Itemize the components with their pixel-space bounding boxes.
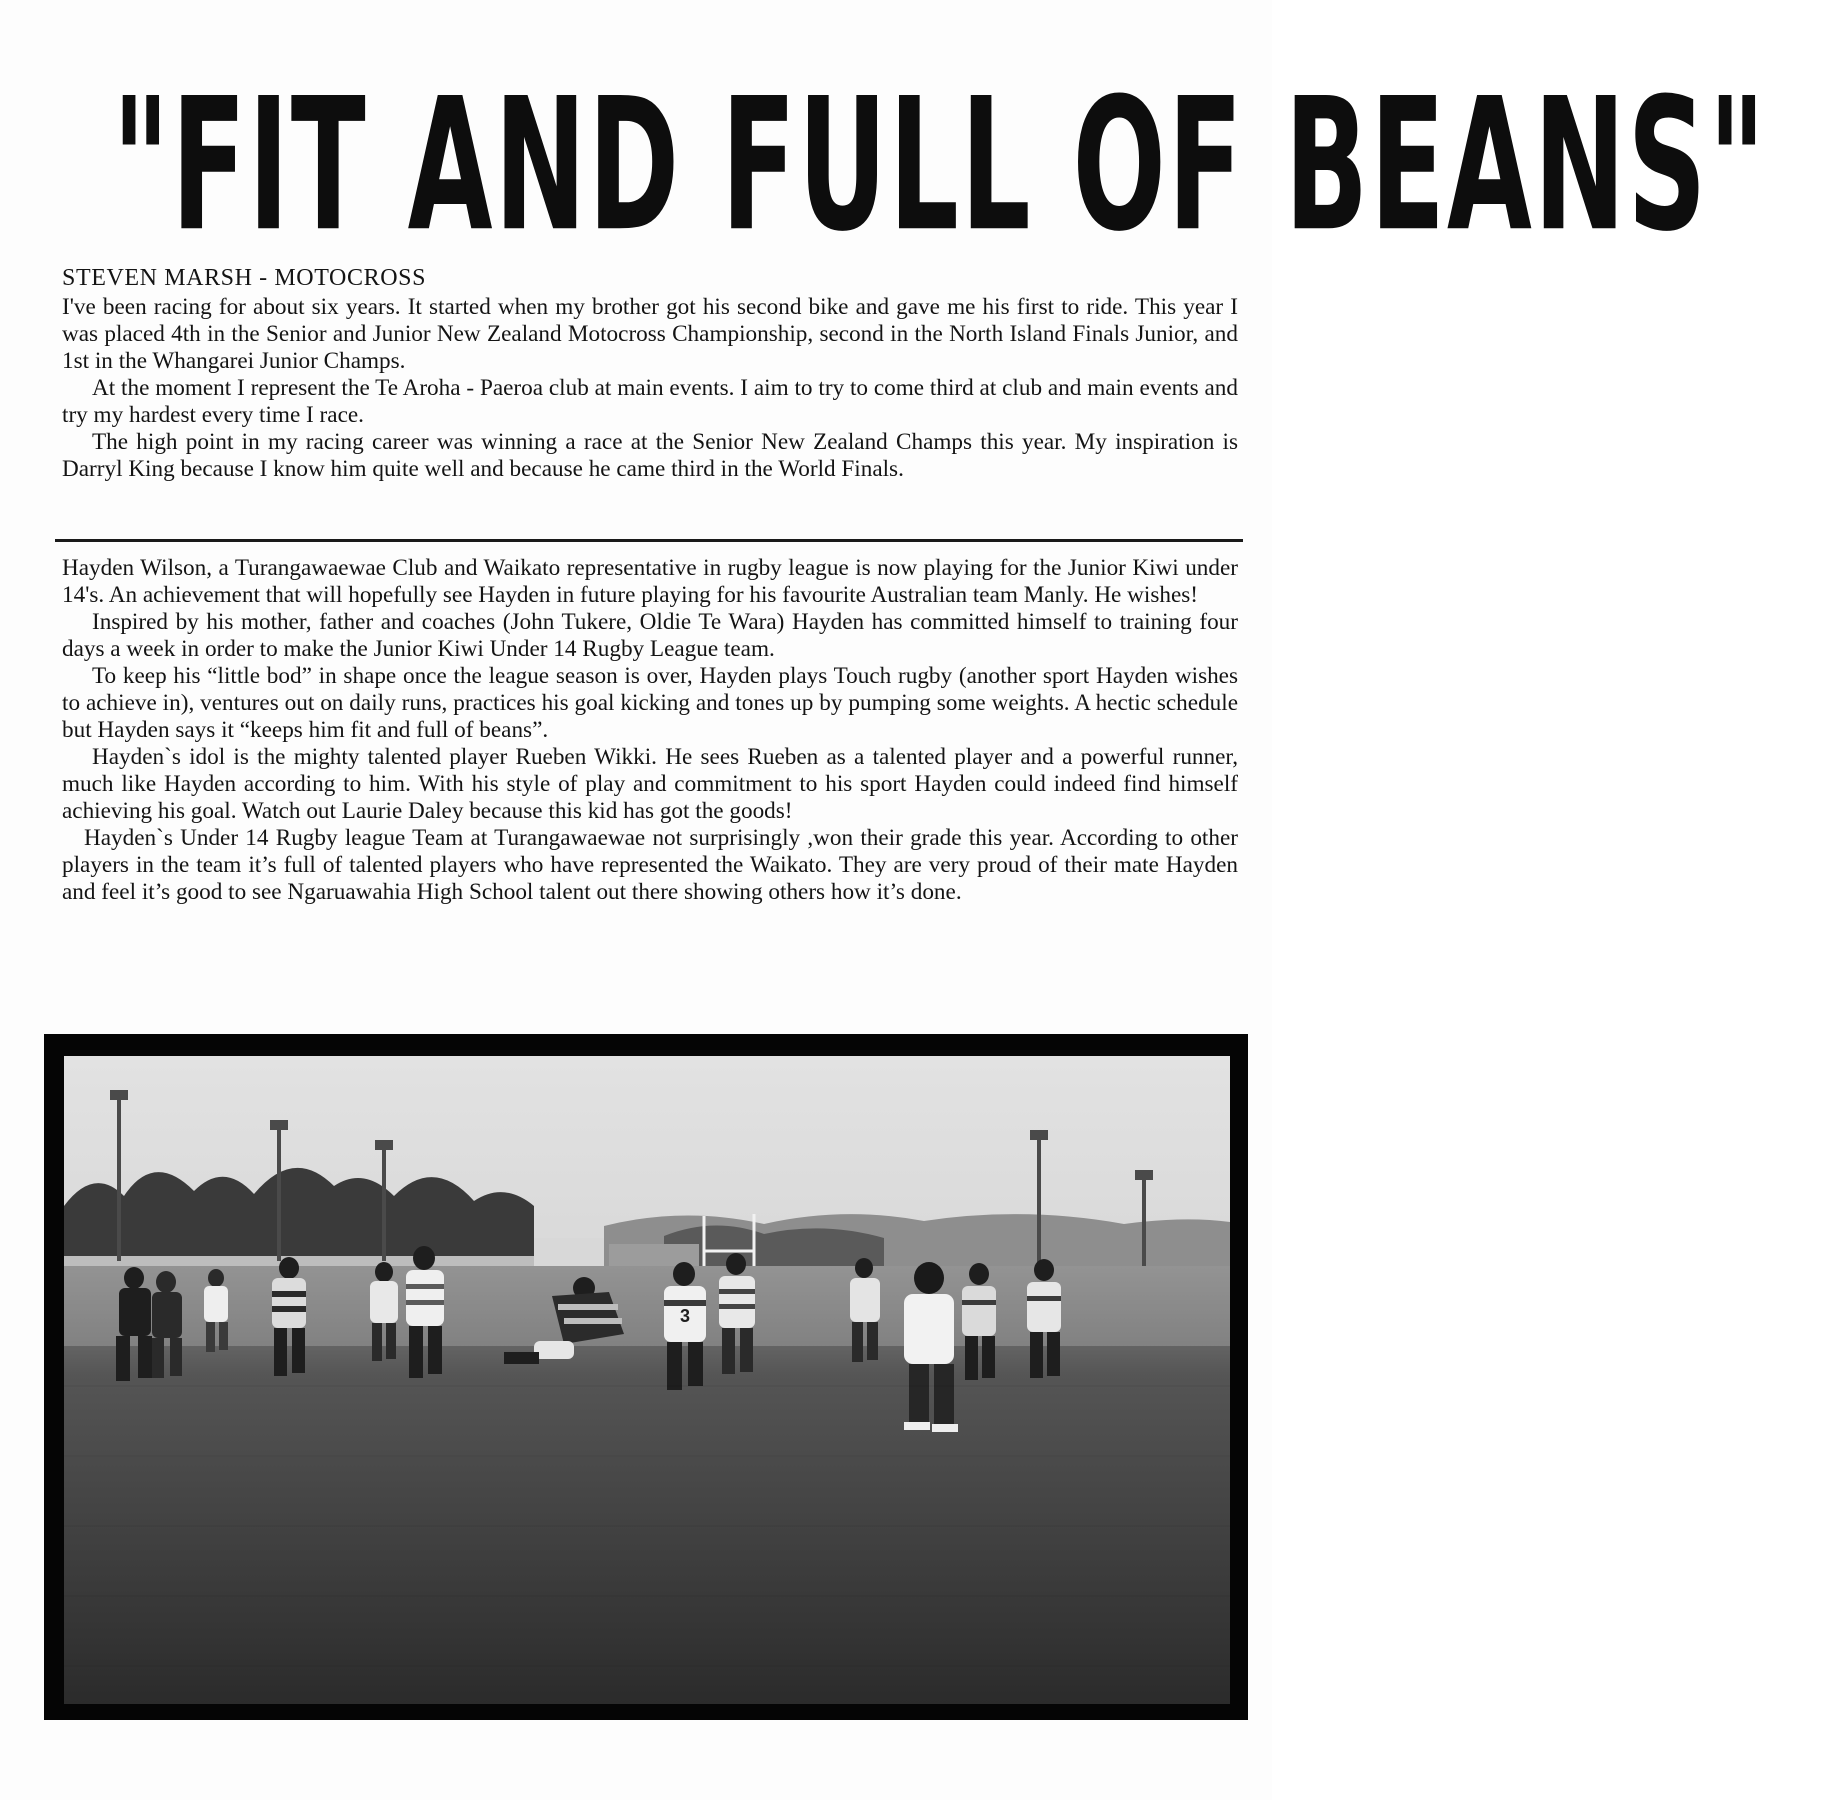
jersey-number: 3: [679, 1306, 691, 1326]
article-paragraph: I've been racing for about six years. It started when my brother got his second bike and gave me his first to ride. This year I was placed 4th in the Senior and Junior New Zealand Motocross Championship, second in the North Island Finals Junior, and 1st in the Whangarei Junior Champs.: [62, 294, 1238, 374]
article-byline: STEVEN MARSH - MOTOCROSS: [62, 265, 427, 291]
article-paragraph: At the moment I represent the Te Aroha - Paeroa club at main events. I aim to try to come third at club and main events and try my hardest every time I race.: [62, 375, 1238, 428]
section-divider: [55, 539, 1243, 542]
motocross-article: [62, 264, 1238, 483]
article-paragraph: Hayden`s Under 14 Rugby league Team at Turangawaewae not surprisingly ,won their grade this year. According to other players in the team it’s full of talented players who have represented the Waikato. They are very proud of their mate Hayden and feel it’s good to see Ngaruawahia High School talent out there showing others how it’s done.: [62, 825, 1238, 905]
rugby-match-photo: [64, 1056, 1230, 1704]
photo-frame: [44, 1034, 1248, 1720]
article-paragraph: Inspired by his mother, father and coaches (John Tukere, Oldie Te Wara) Hayden has committed himself to training four days a week in order to make the Junior Kiwi Under 14 Rugby League team.: [62, 609, 1238, 662]
article-paragraph: The high point in my racing career was winning a race at the Senior New Zealand Champs this year. My inspiration is Darryl King because I know him quite well and because he came third in the World Finals.: [62, 429, 1238, 482]
rugby-field-illustration: [64, 1056, 1230, 1704]
article-paragraph: Hayden`s idol is the mighty talented player Rueben Wikki. He sees Rueben as a talented player and a powerful runner, much like Hayden according to him. With his style of play and commitment to his sport Hayden could indeed find himself achieving his goal. Watch out Laurie Daley because this kid has got the goods!: [62, 744, 1238, 824]
headline-text: "FIT AND FULL OF BEANS": [112, 57, 1768, 272]
rugby-article: [62, 555, 1238, 906]
article-paragraph: To keep his “little bod” in shape once the league season is over, Hayden plays Touch rugby (another sport Hayden wishes to achieve in), ventures out on daily runs, practices his goal kicking and tones up by pumping some weights. A hectic schedule but Hayden says it “keeps him fit and full of beans”.: [62, 663, 1238, 743]
article-paragraph: Hayden Wilson, a Turangawaewae Club and Waikato representative in rugby league is now playing for the Junior Kiwi under 14's. An achievement that will hopefully see Hayden in future playing for his favourite Australian team Manly. He wishes!: [62, 555, 1238, 608]
